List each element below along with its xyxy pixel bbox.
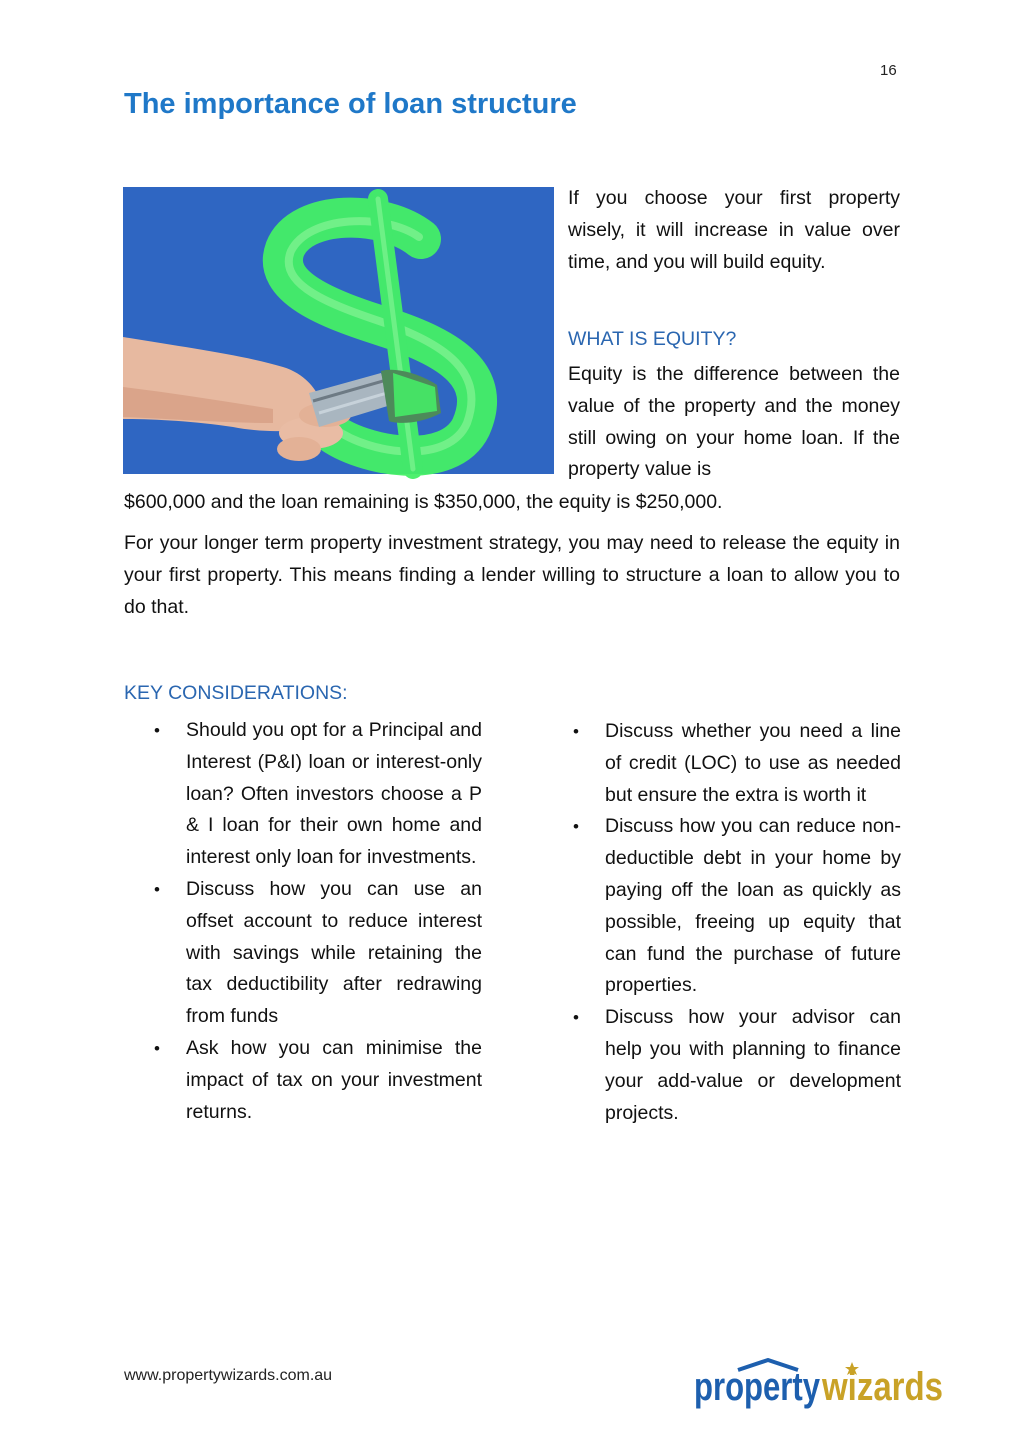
- bullet-icon: •: [573, 722, 579, 741]
- logo-graphic: [694, 1358, 946, 1414]
- logo-text-property: property: [694, 1365, 821, 1409]
- propertywizards-logo: [694, 1358, 946, 1419]
- list-item-text: Ask how you can minimise the impact of tax on your investment returns.: [186, 1036, 482, 1123]
- intro-paragraph: [568, 183, 900, 278]
- list-item: [152, 874, 482, 1033]
- list-item-text: Discuss how your advisor can help you with planning to finance your add-value or development projects.: [605, 1006, 901, 1124]
- page-title: The importance of loan structure: [124, 88, 577, 120]
- equity-definition-continued: $600,000 and the loan remaining is $350,000, the equity is $250,000.: [124, 491, 723, 513]
- page-number: 16: [880, 62, 897, 79]
- list-item-text: Discuss whether you need a line of credit (LOC) to use as needed but ensure the extra is worth it: [605, 720, 901, 806]
- list-item-text: Discuss how you can use an offset account to reduce interest with savings while retaining the tax deductibility after redrawing from funds: [186, 877, 482, 1028]
- list-item-text: Discuss how you can reduce non-deductible debt in your home by paying off the loan as quickly as possible, freeing up equity that can fund the purchase of future properties.: [605, 815, 901, 997]
- bullet-icon: •: [154, 721, 160, 740]
- list-item: [571, 1002, 901, 1129]
- list-item: [571, 716, 901, 811]
- list-item-text: Should you opt for a Principal and Interest (P&I) loan or interest-only loan? Often investors choose a P & I loan for their own home and interest only loan for investments.: [186, 719, 482, 869]
- equity-definition: Equity is the difference between the value of the property and the money still owing on your home loan. If the property value is: [568, 363, 900, 481]
- logo-text-wizards: wizards: [821, 1365, 943, 1409]
- considerations-list-left: [152, 715, 482, 1128]
- bullet-icon: •: [573, 817, 579, 837]
- key-considerations-heading: KEY CONSIDERATIONS:: [124, 682, 348, 704]
- list-item: [571, 811, 901, 1002]
- bullet-icon: •: [154, 879, 160, 899]
- footer-website-link[interactable]: www.propertywizards.com.au: [124, 1367, 333, 1384]
- hero-illustration: [123, 187, 554, 474]
- list-item: [152, 715, 482, 874]
- intro-text: If you choose your first property wisely, it will increase in value over time, and you will build equity.: [568, 187, 900, 273]
- strategy-paragraph: For your longer term property investment strategy, you may need to release the equity in your first property. This means finding a lender willing to structure a loan to allow you to do that.: [124, 532, 900, 618]
- equity-heading: WHAT IS EQUITY?: [568, 328, 737, 350]
- considerations-list-right: [571, 716, 901, 1129]
- dollar-sign-paintbrush-image: [123, 187, 554, 474]
- bullet-icon: •: [154, 1038, 160, 1058]
- bullet-icon: •: [573, 1008, 579, 1028]
- list-item: [152, 1033, 482, 1128]
